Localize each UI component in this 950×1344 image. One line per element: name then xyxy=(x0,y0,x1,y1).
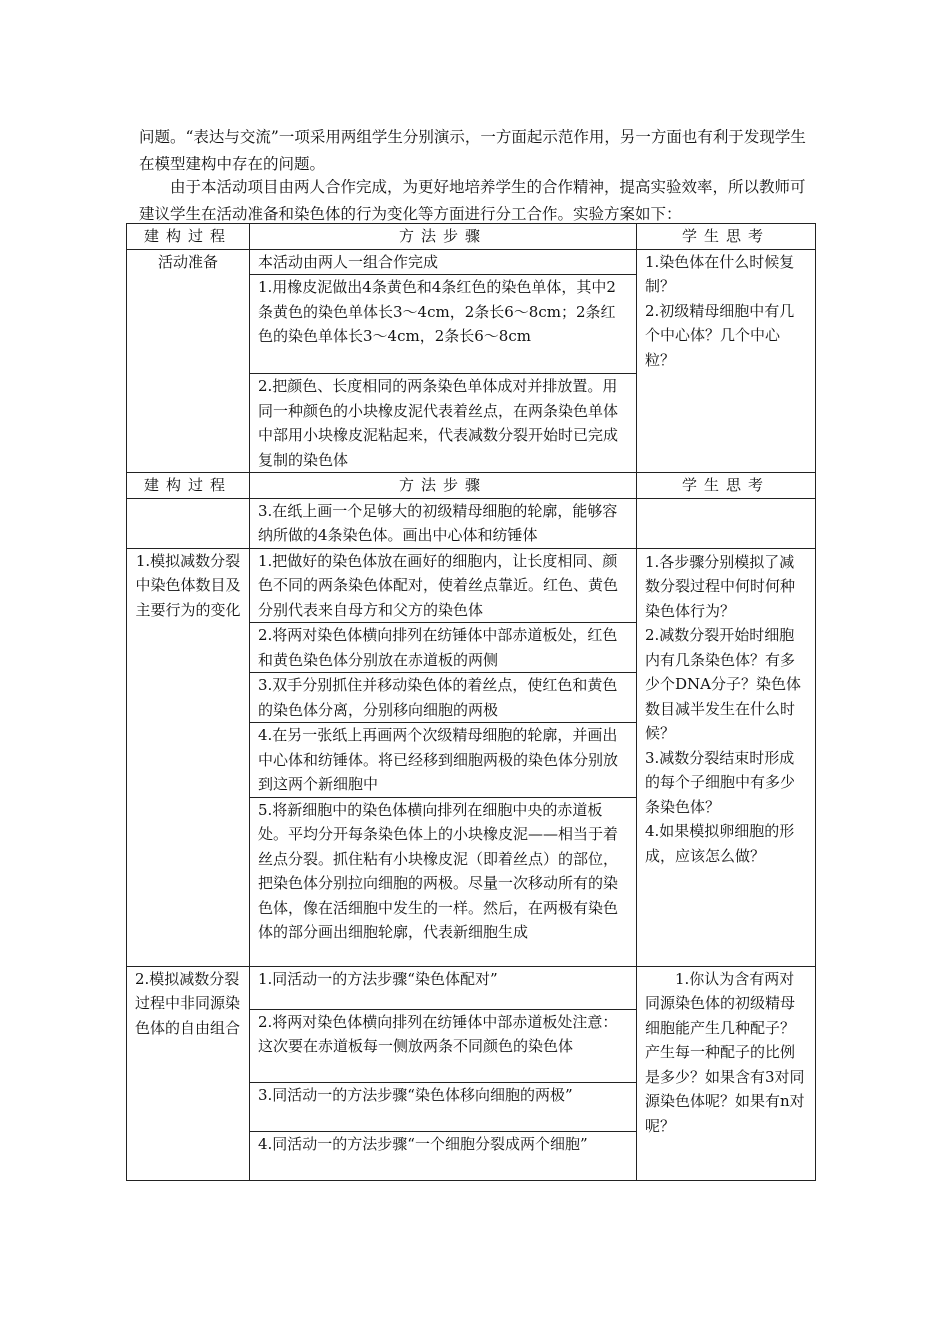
activity2-label: 2.模拟减数分裂过程中非同源染色体的自由组合 xyxy=(127,966,250,1180)
header-process: 建构过程 xyxy=(127,224,250,250)
prep-step: 本活动由两人一组合作完成 xyxy=(250,249,637,275)
activity2-step: 3.同活动一的方法步骤“染色体移向细胞的两极” xyxy=(250,1082,637,1131)
table-header-row xyxy=(127,473,816,499)
activity1-step: 2.将两对染色体横向排列在纺锤体中部赤道板处，红色和黄色染色体分别放在赤道板的两侧 xyxy=(250,623,637,673)
activity2-step: 1.同活动一的方法步骤“染色体配对” xyxy=(250,966,637,1009)
experiment-plan-table xyxy=(126,223,816,1181)
activity2-thinking: 1.你认为含有两对同源染色体的初级精母细胞能产生几种配子？产生每一种配子的比例是多少？如果含有3对同源染色体呢？如果有n对呢？ xyxy=(637,966,816,1180)
activity1-step: 1.把做好的染色体放在画好的细胞内，让长度相同、颜色不同的两条染色体配对，使着丝点靠近。红色、黄色分别代表来自母方和父方的染色体 xyxy=(250,548,637,623)
table-header-row xyxy=(127,224,816,250)
activity1-step: 4.在另一张纸上再画两个次级精母细胞的轮廓，并画出中心体和纺锤体。将已经移到细胞两极的染色体分别放到这两个新细胞中 xyxy=(250,723,637,798)
prep-step: 1.用橡皮泥做出4条黄色和4条红色的染色单体，其中2条黄色的染色单体长3～4cm，2条长6～8cm；2条红色的染色单体长3～4cm，2条长6～8cm xyxy=(250,275,637,374)
table-row xyxy=(127,548,816,623)
prep-thinking: 1.染色体在什么时候复制？ 2.初级精母细胞中有几个中心体？几个中心粒？ xyxy=(637,249,816,473)
prep-step: 3.在纸上画一个足够大的初级精母细胞的轮廓，能够容纳所做的4条染色体。画出中心体和纺锤体 xyxy=(250,498,637,548)
intro-paragraph-2: 由于本活动项目由两人合作完成，为更好地培养学生的合作精神，提高实验效率，所以教师可建议学生在活动准备和染色体的行为变化等方面进行分工合作。实验方案如下： xyxy=(139,178,806,223)
prep-step: 2.把颜色、长度相同的两条染色单体成对并排放置。用同一种颜色的小块橡皮泥代表着丝点，在两条染色单体中部用小块橡皮泥粘起来，代表减数分裂开始时已完成复制的染色体 xyxy=(250,374,637,473)
activity2-step: 2.将两对染色体横向排列在纺锤体中部赤道板处注意：这次要在赤道板每一侧放两条不同颜色的染色体 xyxy=(250,1009,637,1082)
table-row xyxy=(127,498,816,548)
activity1-step: 3.双手分别抓住并移动染色体的着丝点，使红色和黄色的染色体分离，分别移向细胞的两极 xyxy=(250,673,637,723)
activity1-step: 5.将新细胞中的染色体横向排列在细胞中央的赤道板处。平均分开每条染色体上的小块橡皮泥——相当于着丝点分裂。抓住粘有小块橡皮泥（即着丝点）的部位，把染色体分别拉向细胞的两极。尽量一次移动所有的染色体，像在活细胞中发生的一样。然后，在两极有染色体的部分画出细胞轮廓，代表新细胞生成 xyxy=(250,797,637,966)
header-thinking: 学生思考 xyxy=(637,224,816,250)
empty-cell xyxy=(637,498,816,548)
activity1-thinking: 1.各步骤分别模拟了减数分裂过程中何时何种染色体行为？ 2.减数分裂开始时细胞内有几条染色体？有多少个DNA分子？染色体数目减半发生在什么时候？ 3.减数分裂结束时形成的每个子细胞中有多少条染色体？ 4.如果模拟卵细胞的形成，应该怎么做？ xyxy=(637,548,816,966)
activity2-step: 4.同活动一的方法步骤“一个细胞分裂成两个细胞” xyxy=(250,1131,637,1180)
header-thinking: 学生思考 xyxy=(637,473,816,499)
table-row xyxy=(127,249,816,275)
header-method: 方法步骤 xyxy=(250,473,637,499)
table-row xyxy=(127,966,816,1009)
intro-paragraph-1: 问题。“表达与交流”一项采用两组学生分别演示，一方面起示范作用，另一方面也有利于发现学生在模型建构中存在的问题。 xyxy=(139,128,806,173)
activity1-label: 1.模拟减数分裂中染色体数目及主要行为的变化 xyxy=(127,548,250,966)
prep-label: 活动准备 xyxy=(127,249,250,473)
header-method: 方法步骤 xyxy=(250,224,637,250)
header-process: 建构过程 xyxy=(127,473,250,499)
empty-cell xyxy=(127,498,250,548)
